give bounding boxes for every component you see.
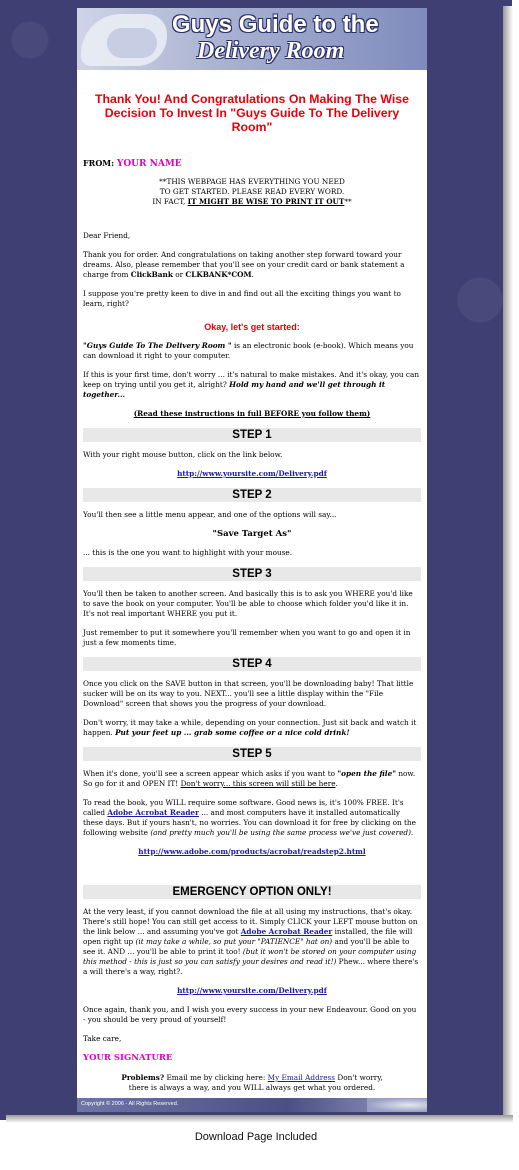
step5-paragraph-1: When it's done, you'll see a screen appear which asks if you want to "open the file" now. So go for it and OPEN IT! Don't worry... this screen will still be here.	[83, 769, 416, 788]
hands-image	[107, 28, 157, 58]
problems-block: Problems? Email me by clicking here: My Email Address Don't worry, there is always a way, and you WILL always get what you ordered.	[121, 1073, 383, 1092]
copyright-text: Copyright © 2006 - All Rights Reserved.	[81, 1101, 179, 1107]
save-target-as: "Save Target As"	[212, 529, 292, 539]
notice	[83, 177, 421, 207]
from-label: FROM:	[83, 158, 115, 168]
step3-heading: STEP 3	[83, 567, 421, 581]
page-shadow-right	[503, 6, 513, 1120]
closing-paragraph: Once again, thank you, and I wish you every success in your new Endeavour. Good on you - you should be very proud of yourself!	[83, 1005, 417, 1024]
acrobat-reader-link[interactable]: Adobe Acrobat Reader	[107, 808, 199, 817]
emergency-ebook-link[interactable]: http://www.yoursite.com/Delivery.pdf	[177, 986, 327, 995]
get-started-heading: Okay, let's get started:	[204, 322, 300, 332]
step3-paragraph-1: You'll then be taken to another screen. And basically this is to ask you WHERE you'd like to save the book on your computer. You'll be able to choose which folder you'd like it in. It's not real important WHERE you put it.	[83, 589, 413, 618]
step2-heading: STEP 2	[83, 488, 421, 502]
from-line	[83, 158, 421, 169]
banner-title-line1: Guys Guide to the	[172, 11, 379, 38]
from-name: YOUR NAME	[116, 159, 182, 169]
step1-text: With your right mouse button, click on the link below.	[83, 450, 283, 459]
read-instructions-note: (Read these instructions in full BEFORE you follow them)	[133, 409, 371, 418]
emergency-acrobat-link[interactable]: Adobe Acrobat Reader	[240, 927, 333, 936]
intro-paragraph-2: I suppose you're pretty keen to dive in and find out all the exciting things you want to learn, right?	[83, 289, 401, 308]
download-page	[77, 8, 427, 1112]
notice-line3: IN FACT, IT MIGHT BE WISE TO PRINT IT OUT**	[152, 197, 352, 206]
signature: YOUR SIGNATURE	[83, 1053, 173, 1063]
step2-text: You'll then see a little menu appear, and one of the options will say...	[83, 510, 337, 519]
step1-heading: STEP 1	[83, 428, 421, 442]
notice-line1: **THIS WEBPAGE HAS EVERYTHING YOU NEED	[159, 177, 345, 186]
step2-after: ... this is the one you want to highlight with your mouse.	[83, 548, 293, 557]
step5-heading: STEP 5	[83, 747, 421, 761]
banner-title-line2: Delivery Room	[197, 38, 345, 64]
print-warning: IT MIGHT BE WISE TO PRINT IT OUT	[187, 197, 345, 206]
emergency-heading: EMERGENCY OPTION ONLY!	[83, 885, 421, 899]
footer-image	[367, 1098, 427, 1112]
header-banner	[77, 8, 427, 70]
ebook-paragraph: "Guys Guide To The Delivery Room " is an electronic book (e-book). Which means you can download it right to your computer.	[83, 341, 414, 360]
email-link[interactable]: My Email Address	[267, 1073, 336, 1082]
step4-paragraph-1: Once you click on the SAVE button in that screen, you'll be downloading baby! That little sucker will be on its way to you. NEXT... you'll see a little display within the "File Download" screen that shows you the progress of your download.	[83, 679, 414, 708]
ebook-download-link[interactable]: http://www.yoursite.com/Delivery.pdf	[177, 469, 327, 478]
caption: Download Page Included	[194, 1131, 318, 1143]
page-shadow-bottom	[6, 1115, 513, 1123]
step3-paragraph-2: Just remember to put it somewhere you'll remember when you want to go and open it in just a few moments time.	[83, 628, 411, 647]
greeting: Dear Friend,	[83, 231, 131, 240]
footer-bar	[77, 1098, 427, 1112]
emergency-paragraph: At the very least, if you cannot download the file at all using my instructions, that's okay. There's still hope! You can still get access to it. Simply CLICK your LEFT mouse button on the link below ... and assuming you've got Adobe Acrobat Reader installed, the file will open right up (it may take a while, so put your "PATIENCE" hat on) and you'll be able to see it. AND ... you'll be able to print it too! (but it won't be stored on your computer using this method - this is just so you can satisfy your desires and read it!) Phew... where there's a will there's a way, right?.	[83, 907, 419, 976]
first-time-paragraph: If this is your first time, don't worry ... it's natural to make mistakes. And it's okay, you can keep on trying until you get it, alright? Hold my hand and we'll get through it together...	[83, 370, 420, 399]
notice-line2: TO GET STARTED. PLEASE READ EVERY WORD.	[159, 187, 345, 196]
adobe-download-link[interactable]: http://www.adobe.com/products/acrobat/readstep2.html	[138, 847, 366, 856]
step4-paragraph-2: Don't worry, it may take a while, depending on your connection. Just sit back and watch it happen. Put your feet up ... grab some coffee or a nice cold drink!	[83, 718, 417, 737]
step5-paragraph-2: To read the book, you WILL require some software. Good news is, it's 100% FREE. It's called Adobe Acrobat Reader ... and most computers have it installed automatically these days. But if yours hasn't, no worries. You can download it for free by clicking on the following website (and pretty much you'll be using the same process we've just covered).	[83, 798, 416, 837]
take-care: Take care,	[83, 1034, 122, 1043]
page-headline: Thank You! And Congratulations On Making The Wise Decision To Invest In "Guys Guide To The Delivery Room"	[95, 92, 409, 134]
intro-paragraph-1: Thank you for order. And congratulations on taking another step forward toward your dreams. Also, please remember that you'll see on your credit card or bank statement a charge from ClickBank or CLKBANK*COM.	[83, 250, 405, 279]
step4-heading: STEP 4	[83, 657, 421, 671]
